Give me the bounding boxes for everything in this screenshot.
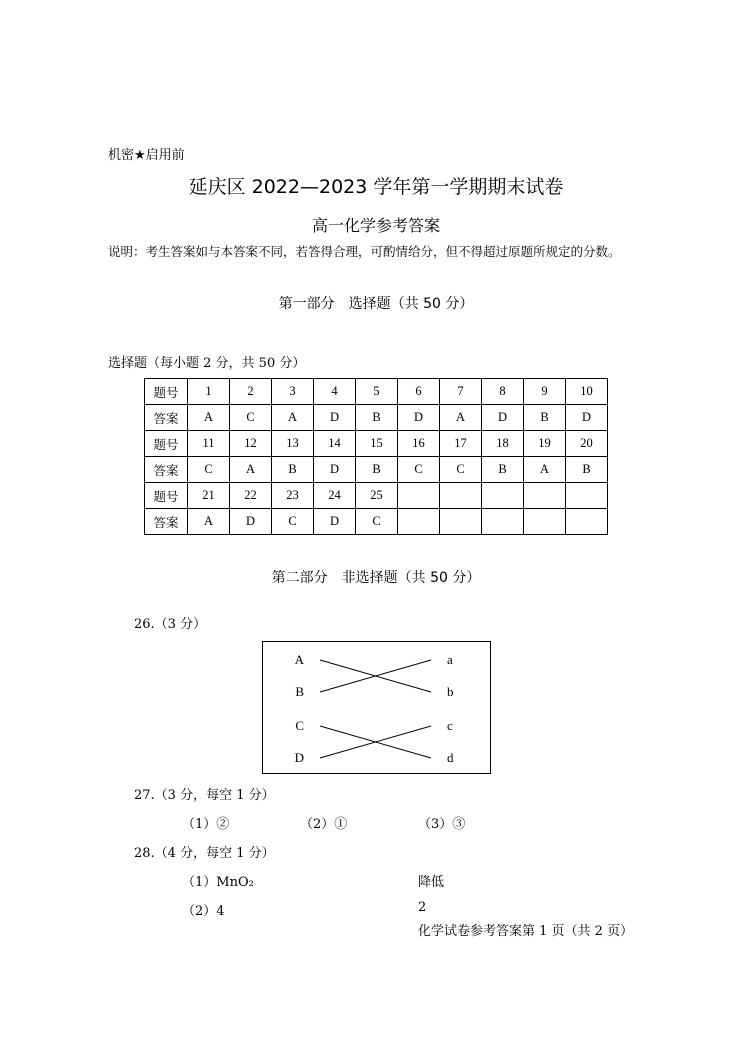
question-number-cell: 13 (272, 431, 314, 457)
q28-answer-1-right: 降低 (418, 875, 445, 890)
left-item-C: C (295, 718, 304, 733)
answer-cell: B (524, 405, 566, 431)
question-number-cell: 3 (272, 379, 314, 405)
question-number-cell: 1 (188, 379, 230, 405)
answer-cell: B (356, 405, 398, 431)
answer-cell: C (230, 405, 272, 431)
left-item-D: D (294, 750, 304, 765)
question-number-cell: 10 (566, 379, 608, 405)
answer-cell: C (272, 509, 314, 535)
question-number-cell (482, 483, 524, 509)
confidential-label: 机密★启用前 (108, 148, 185, 163)
answer-cell: D (314, 405, 356, 431)
answer-cell: A (524, 457, 566, 483)
question-number-cell: 24 (314, 483, 356, 509)
answer-cell (566, 509, 608, 535)
table-row-number (145, 483, 608, 509)
question-number-cell (398, 483, 440, 509)
q27-answer-1: （1）② (182, 817, 230, 832)
answer-cell (398, 509, 440, 535)
answer-cell: D (482, 405, 524, 431)
right-item-c: c (447, 718, 453, 733)
answer-cell: C (356, 509, 398, 535)
question-number-cell: 19 (524, 431, 566, 457)
question-number-cell (566, 483, 608, 509)
table-row-number (145, 431, 608, 457)
question-number-cell: 21 (188, 483, 230, 509)
row-header: 题号 (145, 379, 188, 405)
answer-cell: A (440, 405, 482, 431)
table-row-number (145, 379, 608, 405)
row-header: 答案 (145, 509, 188, 535)
question-number-cell: 25 (356, 483, 398, 509)
answer-cell: D (314, 457, 356, 483)
answer-cell (440, 509, 482, 535)
row-header: 题号 (145, 431, 188, 457)
question-number-cell: 22 (230, 483, 272, 509)
answer-cell: B (356, 457, 398, 483)
answer-table (144, 378, 608, 535)
answer-cell: A (188, 509, 230, 535)
part2-heading: 第二部分 非选择题（共 50 分） (271, 570, 481, 586)
question-number-cell: 4 (314, 379, 356, 405)
answer-cell: D (314, 509, 356, 535)
answer-cell: A (230, 457, 272, 483)
answer-cell: D (230, 509, 272, 535)
q27-answer-3: （3）③ (418, 817, 466, 832)
answer-cell: A (272, 405, 314, 431)
table-row-answer (145, 509, 608, 535)
question-number-cell: 23 (272, 483, 314, 509)
q28-answer-2-right: 2 (418, 900, 427, 915)
q27-answer-2: （2）① (300, 817, 348, 832)
answer-cell: C (398, 457, 440, 483)
answer-cell: B (566, 457, 608, 483)
q28-label: 28.（4 分，每空 1 分） (134, 846, 275, 861)
table-row-answer (145, 405, 608, 431)
matching-diagram (262, 641, 492, 775)
instructions-note: 说明：考生答案如与本答案不同，若答得合理，可酌情给分，但不得超过原题所规定的分数。 (108, 244, 621, 259)
question-number-cell: 9 (524, 379, 566, 405)
mcq-heading: 选择题（每小题 2 分，共 50 分） (108, 356, 306, 371)
question-number-cell (440, 483, 482, 509)
q28-answer-1-left: （1）MnO₂ (182, 875, 254, 890)
table-row-answer (145, 457, 608, 483)
right-item-d: d (447, 750, 454, 765)
question-number-cell: 12 (230, 431, 272, 457)
question-number-cell: 14 (314, 431, 356, 457)
answer-cell: C (188, 457, 230, 483)
page-subtitle: 高一化学参考答案 (311, 216, 440, 235)
question-number-cell: 8 (482, 379, 524, 405)
answer-cell (482, 509, 524, 535)
question-number-cell: 17 (440, 431, 482, 457)
question-number-cell: 2 (230, 379, 272, 405)
row-header: 答案 (145, 405, 188, 431)
question-number-cell: 18 (482, 431, 524, 457)
right-item-a: a (447, 652, 453, 667)
question-number-cell: 5 (356, 379, 398, 405)
question-number-cell (524, 483, 566, 509)
row-header: 题号 (145, 483, 188, 509)
answer-cell: B (482, 457, 524, 483)
part1-heading: 第一部分 选择题（共 50 分） (278, 296, 474, 312)
answer-cell: C (440, 457, 482, 483)
question-number-cell: 6 (398, 379, 440, 405)
q27-label: 27.（3 分，每空 1 分） (134, 788, 275, 803)
q28-answer-2-left: （2）4 (182, 904, 225, 919)
question-number-cell: 11 (188, 431, 230, 457)
answer-cell: D (566, 405, 608, 431)
left-item-A: A (294, 652, 304, 667)
question-number-cell: 20 (566, 431, 608, 457)
page-title: 延庆区 2022—2023 学年第一学期期末试卷 (188, 176, 564, 198)
left-item-B: B (295, 684, 304, 699)
answer-cell: D (398, 405, 440, 431)
answer-cell: A (188, 405, 230, 431)
q26-label: 26.（3 分） (134, 617, 207, 632)
question-number-cell: 16 (398, 431, 440, 457)
answer-cell (524, 509, 566, 535)
question-number-cell: 15 (356, 431, 398, 457)
answer-cell: B (272, 457, 314, 483)
question-number-cell: 7 (440, 379, 482, 405)
right-item-b: b (447, 684, 454, 699)
row-header: 答案 (145, 457, 188, 483)
page-footer: 化学试卷参考答案第 1 页（共 2 页） (418, 924, 634, 939)
